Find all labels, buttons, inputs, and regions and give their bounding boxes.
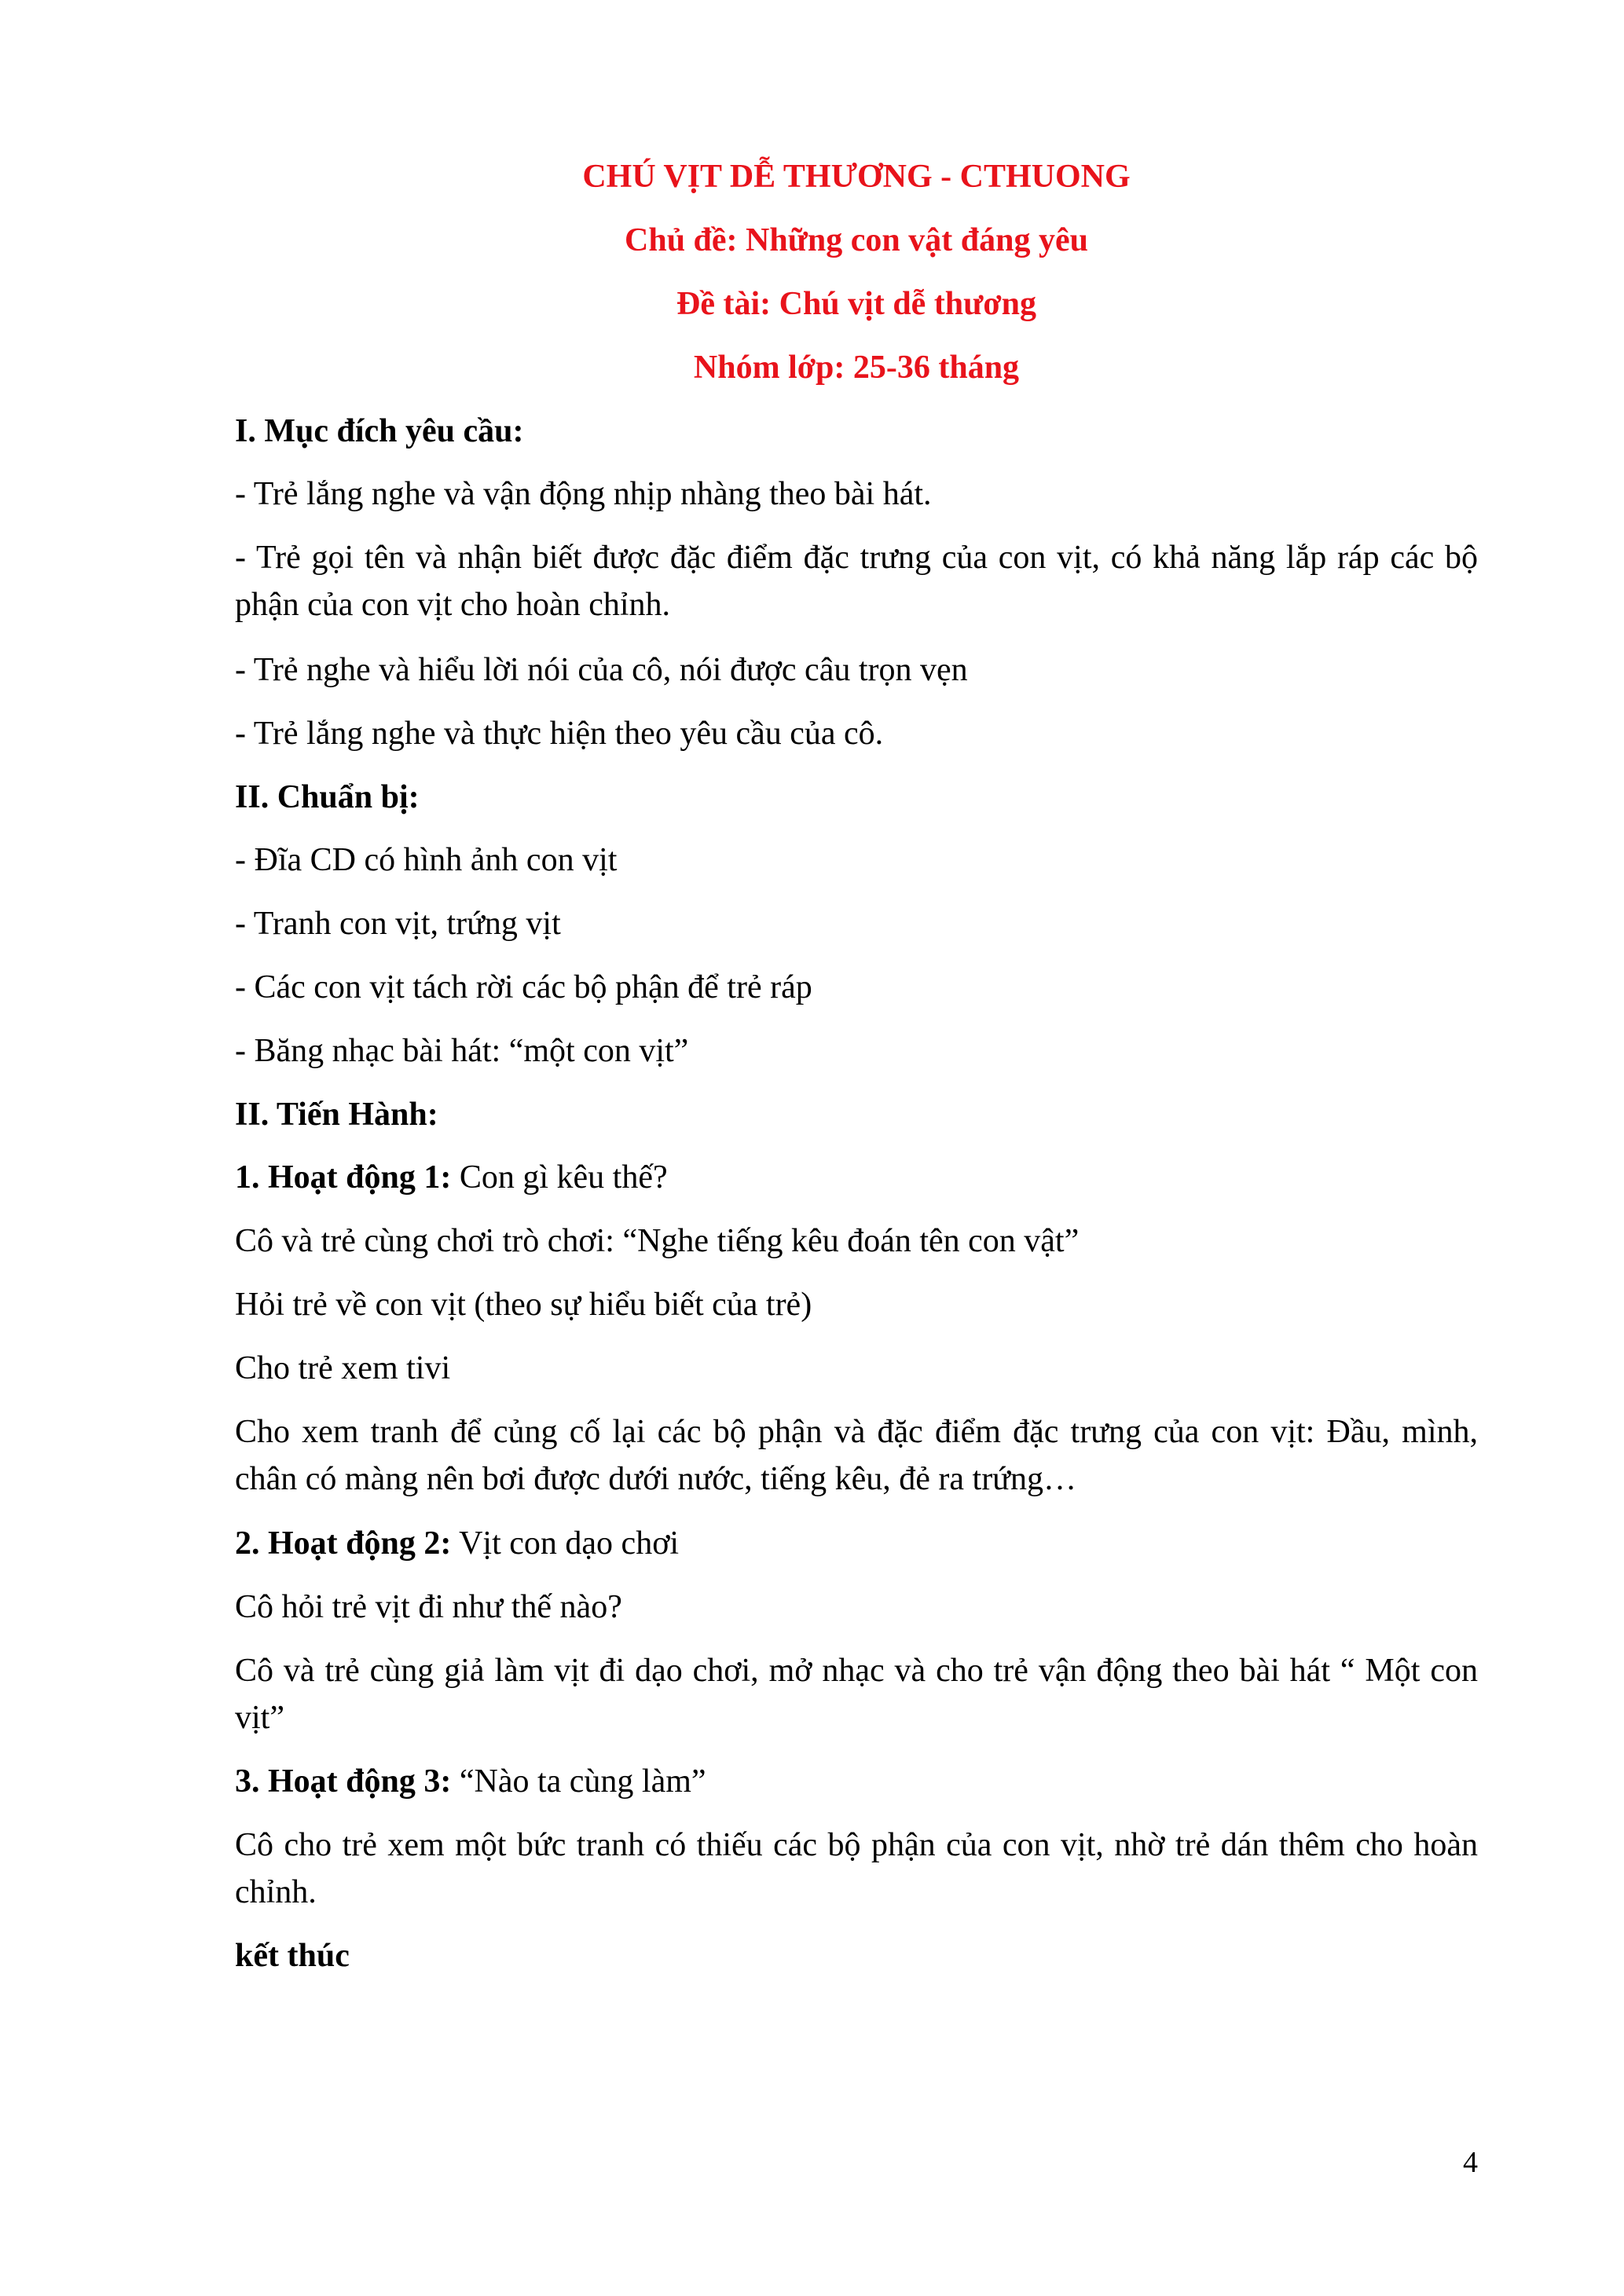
preparation-item: - Băng nhạc bài hát: “một con vịt” — [235, 1033, 689, 1069]
section-heading-objectives: I. Mục đích yêu cầu: — [235, 413, 524, 449]
activity-label: 3. Hoạt động 3: — [235, 1763, 452, 1800]
document-title: CHÚ VỊT DỄ THƯƠNG - CTHUONG — [582, 159, 1131, 195]
activity-line: Cho trẻ xem tivi — [235, 1350, 451, 1386]
page-number: 4 — [1463, 2146, 1478, 2179]
activity-1-heading — [235, 1154, 1478, 1201]
activity-label: 2. Hoạt động 2: — [235, 1525, 452, 1562]
activity-2-heading — [235, 1520, 1478, 1567]
class-group-line: Nhóm lớp: 25-36 tháng — [693, 350, 1020, 386]
activity-line: Cô cho trẻ xem một bức tranh có thiếu các bộ phận của con vịt, nhờ trẻ dán thêm cho hoàn chỉnh. — [235, 1827, 1478, 1910]
objective-item: - Trẻ lắng nghe và vận động nhịp nhàng theo bài hát. — [235, 476, 932, 512]
topic-line: Chủ đề: Những con vật đáng yêu — [625, 222, 1088, 258]
preparation-item: - Đĩa CD có hình ảnh con vịt — [235, 842, 618, 878]
ending-heading: kết thúc — [235, 1938, 350, 1974]
objective-item: - Trẻ lắng nghe và thực hiện theo yêu cầu của cô. — [235, 716, 884, 752]
activity-line: Cô và trẻ cùng chơi trò chơi: “Nghe tiếng kêu đoán tên con vật” — [235, 1223, 1080, 1259]
activity-line: Cho xem tranh để củng cố lại các bộ phận và đặc điểm đặc trưng của con vịt: Đầu, mình, chân có màng nên bơi được dưới nước, tiếng kêu, đẻ ra trứng… — [235, 1414, 1478, 1497]
activity-3-heading — [235, 1758, 1478, 1805]
preparation-item: - Các con vịt tách rời các bộ phận để trẻ ráp — [235, 969, 812, 1005]
activity-line: Cô hỏi trẻ vịt đi như thế nào? — [235, 1589, 622, 1625]
preparation-item: - Tranh con vịt, trứng vịt — [235, 906, 561, 942]
subject-line: Đề tài: Chú vịt dễ thương — [676, 286, 1036, 322]
activity-line: Hỏi trẻ về con vịt (theo sự hiểu biết của trẻ) — [235, 1287, 812, 1323]
activity-label: 1. Hoạt động 1: — [235, 1159, 452, 1196]
activity-title: Con gì kêu thế? — [451, 1159, 668, 1196]
objective-item: - Trẻ nghe và hiểu lời nói của cô, nói được câu trọn vẹn — [235, 652, 968, 688]
section-heading-preparation: II. Chuẩn bị: — [235, 779, 420, 815]
objective-item: - Trẻ gọi tên và nhận biết được đặc điểm đặc trưng của con vịt, có khả năng lắp ráp các bộ phận của con vịt cho hoàn chỉnh. — [235, 540, 1478, 623]
activity-line: Cô và trẻ cùng giả làm vịt đi dạo chơi, mở nhạc và cho trẻ vận động theo bài hát “ Một con vịt” — [235, 1653, 1478, 1736]
section-heading-procedure: II. Tiến Hành: — [235, 1097, 438, 1133]
activity-title: “Nào ta cùng làm” — [451, 1763, 706, 1800]
activity-title: Vịt con dạo chơi — [451, 1525, 680, 1562]
